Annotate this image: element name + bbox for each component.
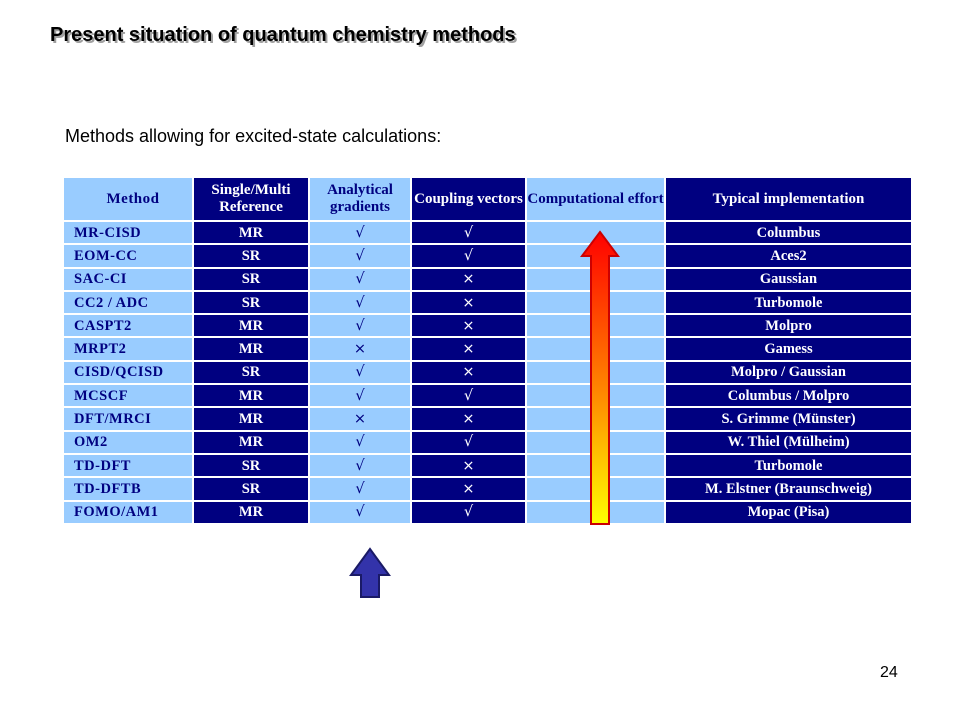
cell-reference: SR — [194, 362, 308, 383]
cell-reference: MR — [194, 338, 308, 359]
analytical-gradients-arrow — [351, 549, 389, 597]
cell-coupling: × — [412, 362, 525, 383]
table-body — [64, 222, 911, 523]
table-row — [64, 338, 911, 359]
cell-gradients: √ — [310, 292, 410, 313]
table-row — [64, 478, 911, 499]
cell-reference: SR — [194, 455, 308, 476]
cell-gradients: √ — [310, 385, 410, 406]
cell-coupling: × — [412, 292, 525, 313]
cell-effort — [527, 338, 664, 359]
table-row — [64, 245, 911, 266]
header-method: Method — [64, 178, 192, 220]
cell-reference: MR — [194, 385, 308, 406]
cell-method: EOM-CC — [64, 245, 192, 266]
cell-coupling: √ — [412, 385, 525, 406]
cell-gradients: √ — [310, 315, 410, 336]
cell-reference: SR — [194, 478, 308, 499]
cell-coupling: √ — [412, 432, 525, 453]
cell-coupling: √ — [412, 502, 525, 523]
cell-coupling: √ — [412, 222, 525, 243]
cell-effort — [527, 222, 664, 243]
cell-method: FOMO/AM1 — [64, 502, 192, 523]
cell-method: CISD/QCISD — [64, 362, 192, 383]
cell-method: DFT/MRCI — [64, 408, 192, 429]
cell-effort — [527, 362, 664, 383]
cell-gradients: √ — [310, 502, 410, 523]
methods-table — [62, 176, 913, 525]
cell-implementation: Molpro / Gaussian — [666, 362, 911, 383]
cell-effort — [527, 408, 664, 429]
cell-effort — [527, 269, 664, 290]
table-row — [64, 455, 911, 476]
cell-reference: SR — [194, 292, 308, 313]
cell-coupling: × — [412, 269, 525, 290]
cell-implementation: M. Elstner (Braunschweig) — [666, 478, 911, 499]
cell-gradients: √ — [310, 432, 410, 453]
page-number: 24 — [880, 664, 898, 681]
cell-reference: MR — [194, 502, 308, 523]
header-effort: Computational effort — [527, 178, 664, 220]
cell-coupling: × — [412, 455, 525, 476]
cell-implementation: Aces2 — [666, 245, 911, 266]
table-row — [64, 502, 911, 523]
cell-effort — [527, 502, 664, 523]
cell-method: TD-DFT — [64, 455, 192, 476]
table-row — [64, 269, 911, 290]
cell-coupling: × — [412, 478, 525, 499]
header-implementation: Typical implementation — [666, 178, 911, 220]
table-row — [64, 385, 911, 406]
cell-implementation: Gamess — [666, 338, 911, 359]
cell-effort — [527, 245, 664, 266]
cell-method: CASPT2 — [64, 315, 192, 336]
table-header-row — [64, 178, 911, 220]
cell-method: MRPT2 — [64, 338, 192, 359]
cell-coupling: × — [412, 408, 525, 429]
cell-implementation: W. Thiel (Mülheim) — [666, 432, 911, 453]
cell-method: CC2 / ADC — [64, 292, 192, 313]
table-row — [64, 362, 911, 383]
cell-reference: SR — [194, 269, 308, 290]
cell-effort — [527, 292, 664, 313]
cell-implementation: Columbus / Molpro — [666, 385, 911, 406]
cell-reference: MR — [194, 222, 308, 243]
cell-effort — [527, 432, 664, 453]
cell-effort — [527, 478, 664, 499]
cell-method: SAC-CI — [64, 269, 192, 290]
cell-implementation: Columbus — [666, 222, 911, 243]
cell-reference: MR — [194, 408, 308, 429]
table-row — [64, 315, 911, 336]
cell-method: OM2 — [64, 432, 192, 453]
cell-effort — [527, 315, 664, 336]
cell-reference: MR — [194, 315, 308, 336]
cell-effort — [527, 455, 664, 476]
header-gradients: Analytical gradients — [310, 178, 410, 220]
table-row — [64, 408, 911, 429]
cell-gradients: √ — [310, 245, 410, 266]
cell-implementation: Turbomole — [666, 455, 911, 476]
cell-gradients: √ — [310, 455, 410, 476]
header-coupling: Coupling vectors — [412, 178, 525, 220]
cell-implementation: S. Grimme (Münster) — [666, 408, 911, 429]
cell-method: TD-DFTB — [64, 478, 192, 499]
header-reference: Single/Multi Reference — [194, 178, 308, 220]
table-row — [64, 432, 911, 453]
cell-gradients: × — [310, 408, 410, 429]
cell-effort — [527, 385, 664, 406]
cell-gradients: √ — [310, 222, 410, 243]
cell-implementation: Turbomole — [666, 292, 911, 313]
table-row — [64, 292, 911, 313]
cell-gradients: √ — [310, 362, 410, 383]
cell-gradients: √ — [310, 478, 410, 499]
table-row — [64, 222, 911, 243]
cell-reference: MR — [194, 432, 308, 453]
cell-implementation: Molpro — [666, 315, 911, 336]
cell-gradients: √ — [310, 269, 410, 290]
cell-coupling: √ — [412, 245, 525, 266]
cell-coupling: × — [412, 338, 525, 359]
cell-gradients: × — [310, 338, 410, 359]
cell-method: MCSCF — [64, 385, 192, 406]
cell-implementation: Mopac (Pisa) — [666, 502, 911, 523]
cell-coupling: × — [412, 315, 525, 336]
slide-title: Present situation of quantum chemistry methods — [50, 24, 516, 46]
cell-reference: SR — [194, 245, 308, 266]
cell-method: MR-CISD — [64, 222, 192, 243]
cell-implementation: Gaussian — [666, 269, 911, 290]
slide-subtitle: Methods allowing for excited-state calculations: — [65, 126, 442, 146]
methods-table-container — [62, 176, 913, 534]
